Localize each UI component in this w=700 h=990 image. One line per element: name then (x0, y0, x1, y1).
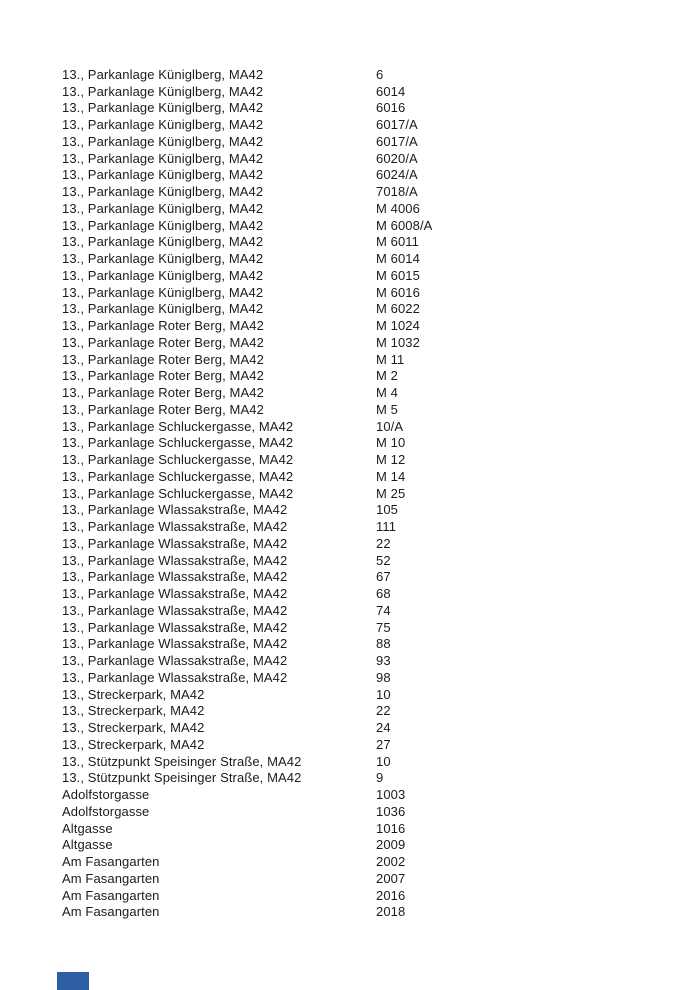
location-value: M 12 (376, 452, 406, 468)
table-row (62, 502, 662, 519)
table-row (62, 619, 662, 636)
location-value: 1036 (376, 803, 406, 819)
location-name: 13., Parkanlage Wlassakstraße, MA42 (62, 535, 288, 551)
location-value: 6014 (376, 83, 406, 99)
location-name: 13., Streckerpark, MA42 (62, 686, 205, 702)
location-name: 13., Parkanlage Wlassakstraße, MA42 (62, 653, 288, 669)
location-value: M 6022 (376, 301, 420, 317)
location-value: 6017/A (376, 117, 418, 133)
location-name: 13., Parkanlage Roter Berg, MA42 (62, 334, 264, 350)
location-value: 111 (376, 519, 397, 535)
location-value: 22 (376, 535, 391, 551)
table-row (62, 585, 662, 602)
location-value: 27 (376, 736, 391, 752)
location-value: 75 (376, 619, 391, 635)
location-value: 6 (376, 66, 384, 82)
location-value: 6024/A (376, 167, 418, 183)
location-name: 13., Parkanlage Küniglberg, MA42 (62, 234, 264, 250)
table-row (62, 703, 662, 720)
location-name: 13., Parkanlage Küniglberg, MA42 (62, 217, 264, 233)
table-row (62, 83, 662, 100)
location-value: 24 (376, 720, 391, 736)
table-row (62, 351, 662, 368)
location-name: 13., Stützpunkt Speisinger Straße, MA42 (62, 770, 302, 786)
table-row (62, 753, 662, 770)
table-row (62, 820, 662, 837)
location-name: 13., Parkanlage Küniglberg, MA42 (62, 267, 264, 283)
table-row (62, 669, 662, 686)
location-name: 13., Parkanlage Schluckergasse, MA42 (62, 418, 294, 434)
location-value: M 6015 (376, 267, 420, 283)
table-row (62, 284, 662, 301)
location-name: 13., Parkanlage Wlassakstraße, MA42 (62, 619, 288, 635)
table-row (62, 468, 662, 485)
table-row (62, 183, 662, 200)
location-value: 105 (376, 502, 398, 518)
location-value: 88 (376, 636, 391, 652)
table-row (62, 636, 662, 653)
table-row (62, 435, 662, 452)
table-row (62, 535, 662, 552)
location-value: 68 (376, 586, 391, 602)
table-row (62, 569, 662, 586)
location-name: 13., Parkanlage Schluckergasse, MA42 (62, 468, 294, 484)
location-name: Am Fasangarten (62, 870, 160, 886)
location-name: 13., Parkanlage Roter Berg, MA42 (62, 385, 264, 401)
location-name: 13., Parkanlage Küniglberg, MA42 (62, 83, 264, 99)
location-value: M 1032 (376, 334, 420, 350)
location-name: 13., Parkanlage Wlassakstraße, MA42 (62, 519, 288, 535)
table-row (62, 200, 662, 217)
location-name: 13., Parkanlage Roter Berg, MA42 (62, 401, 264, 417)
table-row (62, 451, 662, 468)
location-value: M 6011 (376, 234, 419, 250)
location-name: 13., Parkanlage Küniglberg, MA42 (62, 150, 264, 166)
location-value: M 10 (376, 435, 406, 451)
location-name: 13., Parkanlage Wlassakstraße, MA42 (62, 636, 288, 652)
location-value: 6016 (376, 100, 406, 116)
location-value: 74 (376, 602, 391, 618)
table-row (62, 736, 662, 753)
location-name: 13., Parkanlage Küniglberg, MA42 (62, 66, 264, 82)
location-value: 67 (376, 569, 391, 585)
location-name: 13., Parkanlage Schluckergasse, MA42 (62, 435, 294, 451)
table-row (62, 485, 662, 502)
location-name: 13., Parkanlage Wlassakstraße, MA42 (62, 569, 288, 585)
location-name: Adolfstorgasse (62, 803, 150, 819)
location-value: M 11 (376, 351, 405, 367)
location-value: 7018/A (376, 184, 418, 200)
table-row (62, 150, 662, 167)
table-row (62, 770, 662, 787)
location-name: 13., Parkanlage Wlassakstraße, MA42 (62, 602, 288, 618)
location-name: 13., Parkanlage Wlassakstraße, MA42 (62, 586, 288, 602)
location-name: 13., Parkanlage Wlassakstraße, MA42 (62, 502, 288, 518)
location-value: 98 (376, 669, 391, 685)
location-name: 13., Parkanlage Schluckergasse, MA42 (62, 452, 294, 468)
table-row (62, 66, 662, 83)
table-row (62, 267, 662, 284)
location-value: M 5 (376, 401, 398, 417)
location-value: 1016 (376, 820, 406, 836)
table-row (62, 837, 662, 854)
location-name: 13., Parkanlage Küniglberg, MA42 (62, 200, 264, 216)
location-value: 2009 (376, 837, 406, 853)
location-name: 13., Parkanlage Küniglberg, MA42 (62, 133, 264, 149)
location-name: 13., Parkanlage Küniglberg, MA42 (62, 184, 264, 200)
location-name: 13., Parkanlage Küniglberg, MA42 (62, 117, 264, 133)
table-row (62, 652, 662, 669)
table-row (62, 552, 662, 569)
location-value: M 14 (376, 468, 406, 484)
location-value: M 6014 (376, 251, 420, 267)
location-value: 2016 (376, 887, 406, 903)
location-name: 13., Parkanlage Wlassakstraße, MA42 (62, 669, 288, 685)
table-row (62, 100, 662, 117)
table-row (62, 250, 662, 267)
table-row (62, 301, 662, 318)
location-value: 52 (376, 552, 391, 568)
location-name: 13., Parkanlage Küniglberg, MA42 (62, 251, 264, 267)
location-value: 10/A (376, 418, 404, 434)
table-row (62, 803, 662, 820)
location-name: 13., Parkanlage Roter Berg, MA42 (62, 368, 264, 384)
location-name: Am Fasangarten (62, 854, 160, 870)
location-value: M 2 (376, 368, 398, 384)
location-name: 13., Streckerpark, MA42 (62, 736, 205, 752)
location-name: Am Fasangarten (62, 904, 160, 920)
table-row (62, 786, 662, 803)
location-name: 13., Streckerpark, MA42 (62, 720, 205, 736)
table-row (62, 133, 662, 150)
table-row (62, 217, 662, 234)
location-name: Adolfstorgasse (62, 787, 150, 803)
location-value: M 4006 (376, 200, 420, 216)
location-name: 13., Parkanlage Küniglberg, MA42 (62, 167, 264, 183)
table-row (62, 384, 662, 401)
table-row (62, 518, 662, 535)
table-row (62, 368, 662, 385)
location-value: 10 (376, 753, 391, 769)
location-name: 13., Parkanlage Roter Berg, MA42 (62, 351, 264, 367)
location-name: 13., Parkanlage Küniglberg, MA42 (62, 100, 264, 116)
location-name: 13., Parkanlage Roter Berg, MA42 (62, 318, 264, 334)
location-value: 22 (376, 703, 391, 719)
location-value: 93 (376, 653, 391, 669)
table-row (62, 418, 662, 435)
location-table (62, 66, 662, 920)
table-row (62, 234, 662, 251)
table-row (62, 317, 662, 334)
table-row (62, 167, 662, 184)
location-value: 10 (376, 686, 391, 702)
table-body (62, 66, 662, 920)
location-name: 13., Streckerpark, MA42 (62, 703, 205, 719)
location-value: 2018 (376, 904, 406, 920)
location-name: 13., Parkanlage Wlassakstraße, MA42 (62, 552, 288, 568)
location-value: 2002 (376, 854, 406, 870)
location-value: M 1024 (376, 318, 420, 334)
location-value: 2007 (376, 870, 406, 886)
location-name: Am Fasangarten (62, 887, 160, 903)
table-row (62, 116, 662, 133)
location-value: M 6016 (376, 284, 420, 300)
location-name: 13., Parkanlage Küniglberg, MA42 (62, 284, 264, 300)
location-value: 1003 (376, 787, 406, 803)
location-value: 6020/A (376, 150, 418, 166)
location-value: 9 (376, 770, 384, 786)
table-row (62, 870, 662, 887)
table-row (62, 686, 662, 703)
table-row (62, 887, 662, 904)
location-value: M 4 (376, 385, 398, 401)
partial-blue-element[interactable] (57, 972, 89, 990)
table-row (62, 602, 662, 619)
location-name: Altgasse (62, 837, 113, 853)
table-row (62, 904, 662, 921)
location-name: 13., Stützpunkt Speisinger Straße, MA42 (62, 753, 302, 769)
table-row (62, 401, 662, 418)
location-value: M 6008/A (376, 217, 433, 233)
location-name: Altgasse (62, 820, 113, 836)
location-value: M 25 (376, 485, 406, 501)
table-row (62, 334, 662, 351)
table-row (62, 719, 662, 736)
location-name: 13., Parkanlage Schluckergasse, MA42 (62, 485, 294, 501)
location-name: 13., Parkanlage Küniglberg, MA42 (62, 301, 264, 317)
table-row (62, 853, 662, 870)
location-value: 6017/A (376, 133, 418, 149)
